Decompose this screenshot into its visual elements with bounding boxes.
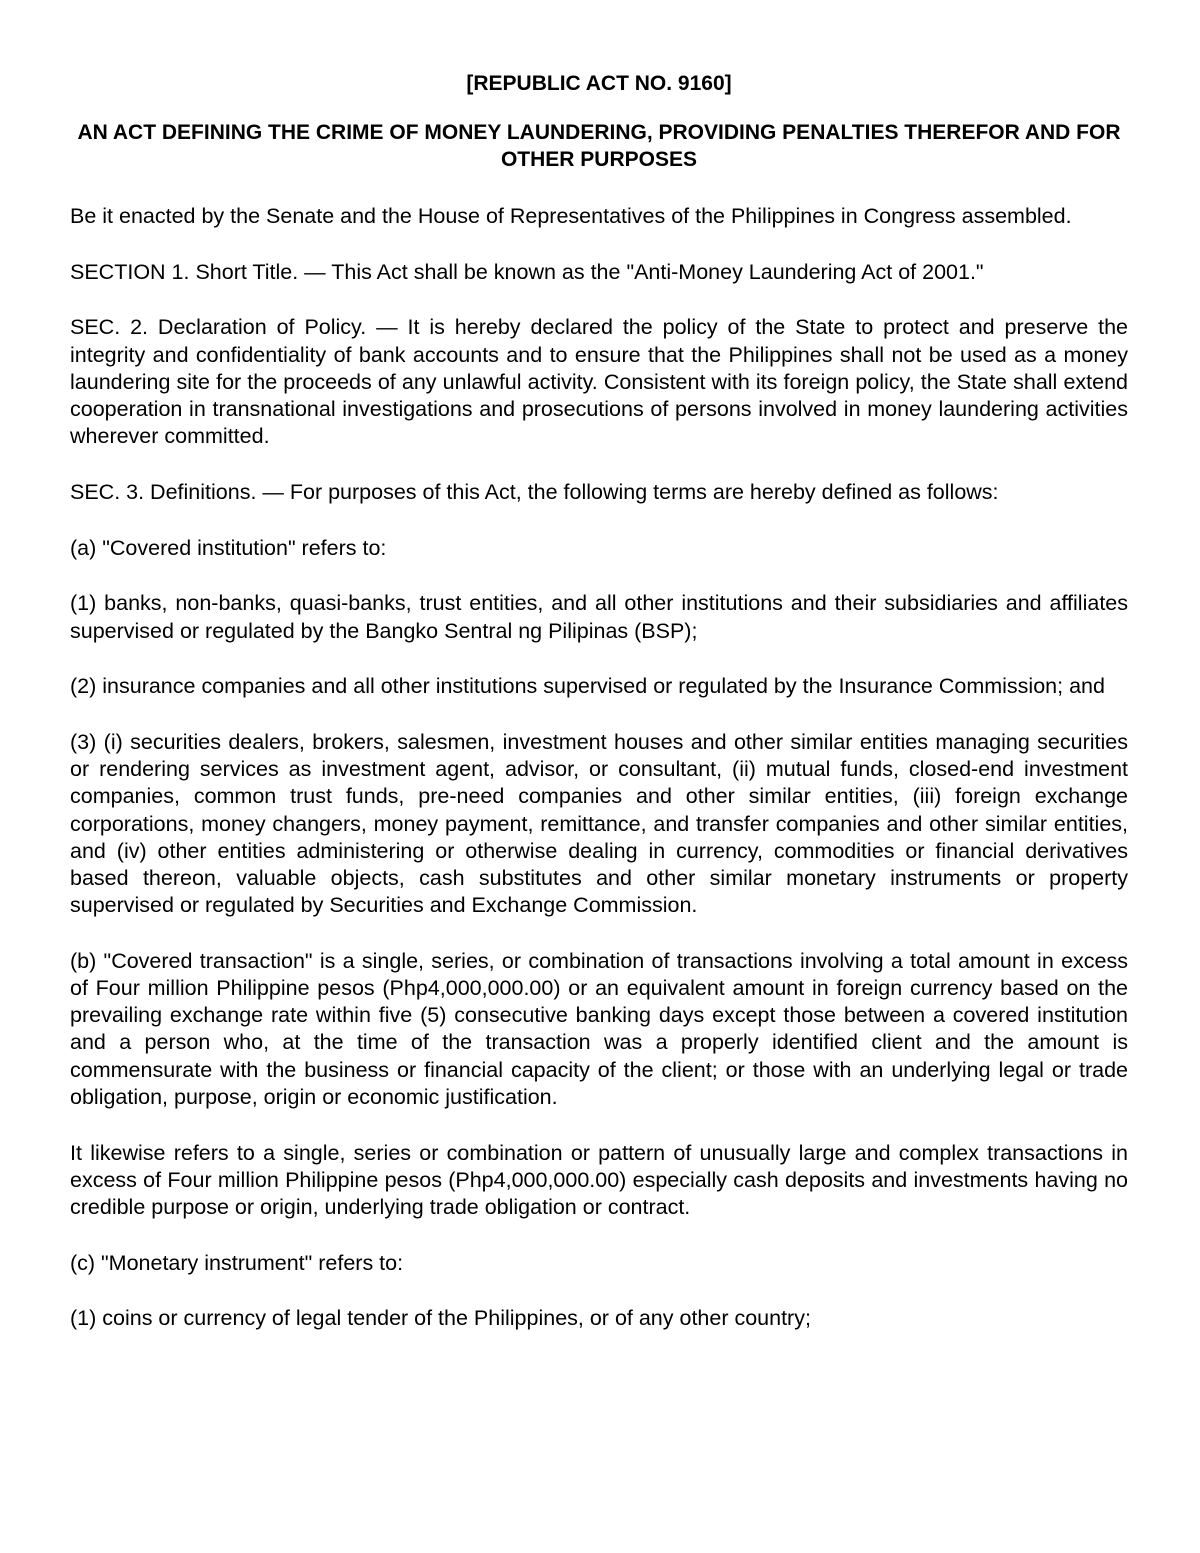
section-3-definitions: SEC. 3. Definitions. — For purposes of this Act, the following terms are hereby defined as follows: — [70, 479, 999, 504]
document-title: [REPUBLIC ACT NO. 9160] — [466, 72, 732, 95]
definition-a-item-1: (1) banks, non-banks, quasi-banks, trust entities, and all other institutions and their subsidiaries and affiliates supervised or regulated by the Bangko Sentral ng Pilipinas (BSP); — [70, 591, 1128, 643]
definition-c-item-1: (1) coins or currency of legal tender of the Philippines, or of any other country; — [70, 1306, 811, 1331]
definition-b-continued: It likewise refers to a single, series or combination or pattern of unusually large and complex transactions in excess of Four million Philippine pesos (Php4,000,000.00) especially cash deposits and investments having no credible purpose or origin, underlying trade obligation or contract. — [70, 1140, 1128, 1219]
document-page — [70, 70, 1128, 1361]
definition-a-item-2: (2) insurance companies and all other institutions supervised or regulated by the Insurance Commission; and — [70, 674, 1105, 699]
definition-c-monetary-instrument: (c) "Monetary instrument" refers to: — [70, 1250, 404, 1275]
section-1-short-title: SECTION 1. Short Title. — This Act shall be known as the "Anti-Money Laundering Act of 2001." — [70, 259, 984, 284]
enacting-clause: Be it enacted by the Senate and the House of Representatives of the Philippines in Congress assembled. — [70, 204, 1072, 228]
definition-b-covered-transaction: (b) "Covered transaction" is a single, series, or combination of transactions involving a total amount in excess of Four million Philippine pesos (Php4,000,000.00) or an equivalent amount in foreign currency based on the prevailing exchange rate within five (5) consecutive banking days except those between a covered institution and a person who, at the time of the transaction was a properly identified client and the amount is commensurate with the business or financial capacity of the client; or those with an underlying legal or trade obligation, purpose, origin or economic justification. — [70, 948, 1128, 1109]
document-subtitle: AN ACT DEFINING THE CRIME OF MONEY LAUNDERING, PROVIDING PENALTIES THEREFOR AND FOR OTHER PURPOSES — [77, 121, 1121, 171]
section-2-declaration-of-policy: SEC. 2. Declaration of Policy. — It is hereby declared the policy of the State to protect and preserve the integrity and confidentiality of bank accounts and to ensure that the Philippines shall not be used as a money laundering site for the proceeds of any unlawful activity. Consistent with its foreign policy, the State shall extend cooperation in transnational investigations and prosecutions of persons involved in money laundering activities wherever committed. — [70, 315, 1128, 449]
definition-a-item-3: (3) (i) securities dealers, brokers, salesmen, investment houses and other similar entities managing securities or rendering services as investment agent, advisor, or consultant, (ii) mutual funds, closed-end investment companies, common trust funds, pre-need companies and other similar entities, (iii) foreign exchange corporations, money changers, money payment, remittance, and transfer companies and other similar entities, and (iv) other entities administering or otherwise dealing in currency, commodities or financial derivatives based thereon, valuable objects, cash substitutes and other similar monetary instruments or property supervised or regulated by Securities and Exchange Commission. — [70, 729, 1128, 918]
definition-a-covered-institution: (a) "Covered institution" refers to: — [70, 535, 387, 560]
